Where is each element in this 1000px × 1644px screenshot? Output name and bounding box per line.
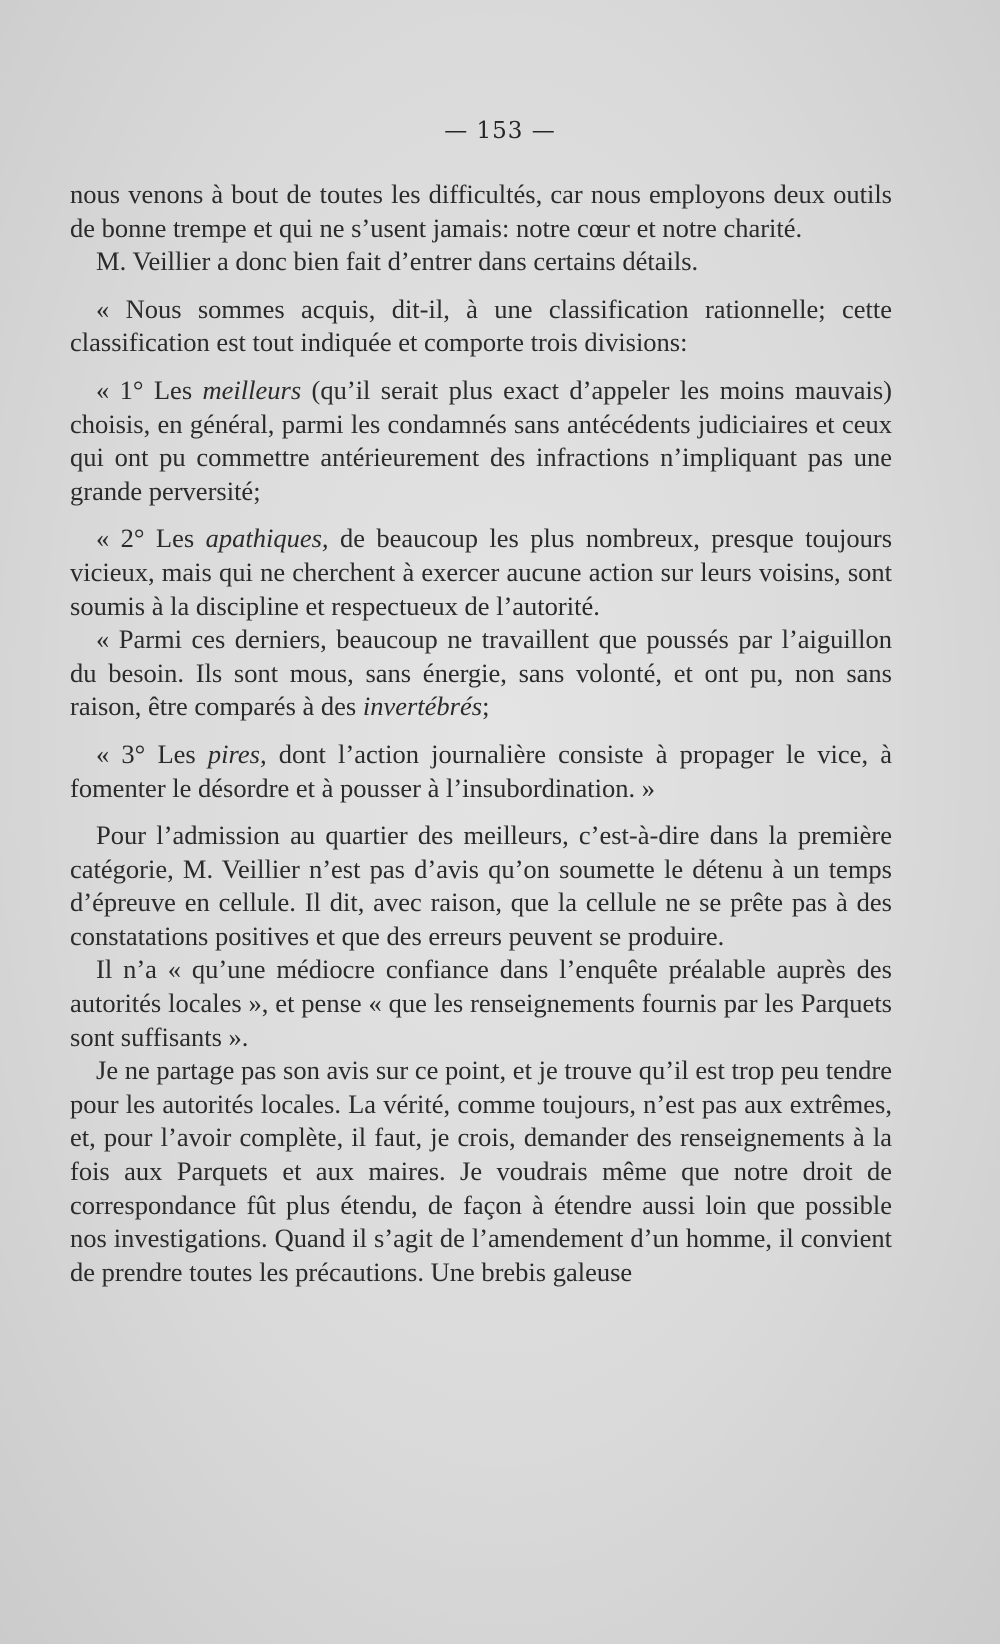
paragraph-5-italic: apathiques, (205, 523, 329, 554)
paragraph-7-italic: pires, (207, 738, 267, 769)
paragraph-6-text-a: « Parmi ces derniers, beaucoup ne travaillent que poussés par l’aiguillon du besoin. Ils sont mous, sans énergie, sans volonté, et ont pu, non sans raison, être comparés à des (70, 624, 892, 722)
paragraph-6 (70, 623, 892, 724)
paragraph-7-text-b: dont l’action journalière consiste à propager le vice, à fomenter le désordre et à pousser à l’insubordination. » (70, 738, 893, 803)
paragraph-5-text-b: de beaucoup les plus nombreux, presque toujours vicieux, mais qui ne cherchent à exercer aucune action sur leurs voisins, sont soumis à la discipline et respectueux de l’autorité. (70, 523, 893, 621)
paragraph-9-text: Il n’a « qu’une médiocre confiance dans l’enquête préalable auprès des autorités locales », et pense « que les renseignements fournis par les Parquets sont suffisants ». (70, 954, 892, 1052)
paragraph-4-text-b: (qu’il serait plus exact d’appeler les moins mauvais) choisis, en général, parmi les condamnés sans antécédents judiciaires et ceux qui ont pu commettre antérieurement des infractions n’impliquant pas une grande perversité; (70, 374, 893, 506)
paragraph-6-italic: invertébrés (362, 691, 483, 722)
paragraph-9 (70, 953, 892, 1054)
paragraph-2-text: M. Veillier a donc bien fait d’entrer dans certains détails. (96, 246, 699, 277)
paragraph-4-text-a: « 1° Les (96, 374, 203, 405)
paragraph-7 (70, 738, 892, 805)
paragraph-2 (70, 245, 892, 279)
page-number: — 153 — (444, 118, 556, 144)
paragraph-1 (70, 178, 892, 245)
paragraph-4-italic: meilleurs (202, 374, 302, 405)
paragraph-7-text-a: « 3° Les (96, 738, 208, 769)
paragraph-6-text-b: ; (482, 691, 490, 722)
paragraph-1-text: nous venons à bout de toutes les difficultés, car nous employons deux outils de bonne trempe et qui ne s’usent jamais: notre cœur et notre charité. (70, 179, 892, 243)
paragraph-3 (70, 293, 892, 360)
paragraph-8 (70, 819, 892, 953)
paragraph-8-text: Pour l’admission au quartier des meilleurs, c’est-à-dire dans la première catégorie, M. Veillier n’est pas d’avis qu’on soumette le détenu à un temps d’épreuve en cellule. Il dit, avec raison, que la cellule ne se prête pas à des constatations positives et que des erreurs peuvent se produire. (70, 820, 892, 951)
paragraph-5-text-a: « 2° Les (96, 523, 206, 554)
paragraph-5 (70, 522, 892, 623)
paragraph-4 (70, 374, 892, 508)
body-text (70, 178, 892, 1289)
paragraph-3-text: « Nous sommes acquis, dit-il, à une classification rationnelle; cette classification est tout indiquée et comporte trois divisions: (70, 293, 892, 358)
paragraph-10-text: Je ne partage pas son avis sur ce point, et je trouve qu’il est trop peu tendre pour les autorités locales. La vérité, comme toujours, n’est pas aux extrêmes, et, pour l’avoir complète, il faut, je crois, demander des renseignements à la fois aux Parquets et aux maires. Je voudrais même que notre droit de correspondance fût plus étendu, de façon à étendre aussi loin que possible nos investigations. Quand il s’agit de l’amendement d’un homme, il convient de prendre toutes les précautions. Une brebis galeuse (70, 1055, 892, 1287)
paragraph-10 (70, 1054, 892, 1289)
